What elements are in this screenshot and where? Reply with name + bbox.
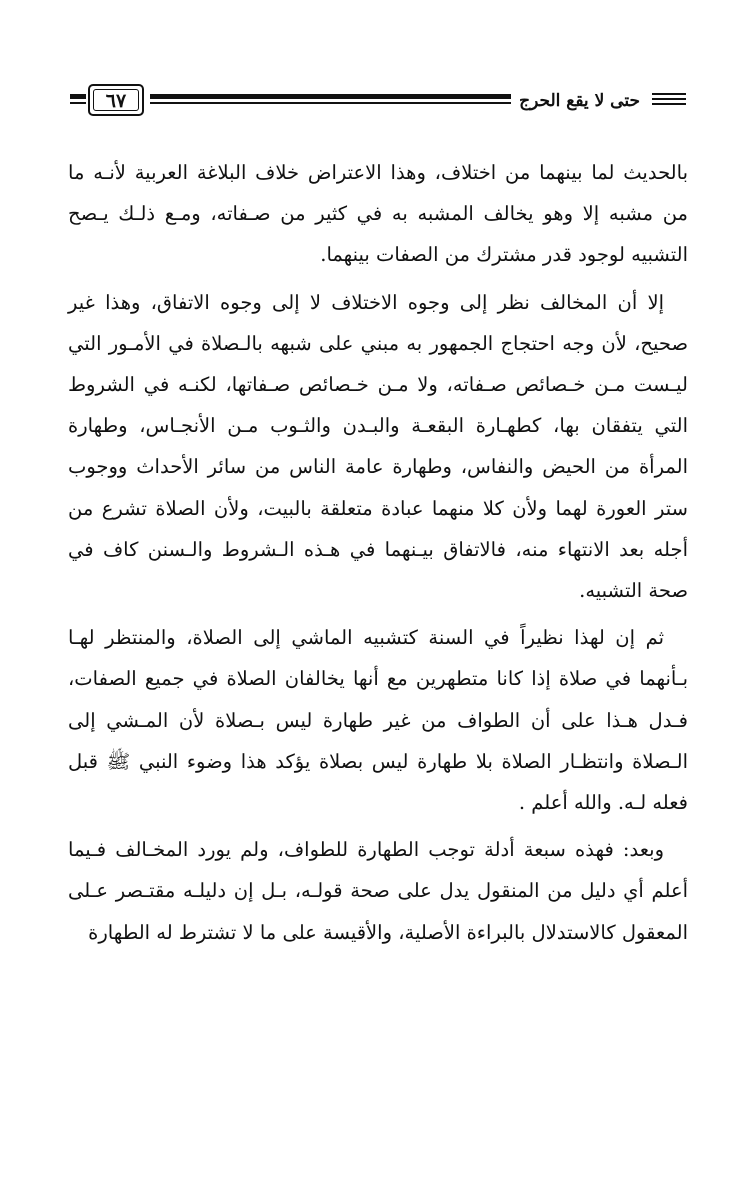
paragraph: إلا أن المخالف نظر إلى وجوه الاختلاف لا إلى وجوه الاتفاق، وهذا غير صحيح، لأن وجه احتجاج الجمهور به مبني على شبهه بالـصلاة في الأمـور التي ليـست مـن خـصائص صـفاته، ولا مـن خـصائص صـفاتها، لكنـه في الشروط التي يتفقان بها، كطهـارة البقعـة والبـدن والثـوب مـن الأنجـاس، وطهارة المرأة من الحيض والنفاس، وطهارة عامة الناس من سائر الأحداث ووجوب ستر العورة لهما ولأن كلا منهما عبادة متعلقة بالبيت، ولأن الصلاة تشرع من أجله بعد الانتهاء منه، فالاتفاق بيـنهما في هـذه الـشروط والـسنن كاف في صحة التشبيه.	[68, 290, 688, 603]
paragraph: وبعد: فهذه سبعة أدلة توجب الطهارة للطواف، ولم يورد المخـالف فـيما أعلم أي دليل من المنقول يدل على صحة قولـه، بـل إن دليلـه مقتـصر عـلى المعقول كالاستدلال بالبراءة الأصلية، والأقيسة على ما لا تشترط له الطهارة	[68, 838, 688, 944]
running-header	[70, 84, 686, 128]
paragraph: ثم إن لهذا نظيراً في السنة كتشبيه الماشي إلى الصلاة، والمنتظر لهـا بـأنهما في صلاة إذا كانا متطهرين مع أنها يخالفان الصلاة في جميع الصفات، فـدل هـذا على أن الطواف من غير طهارة ليس بـصلاة لأن المـشي إلى الـصلاة وانتظـار الصلاة بلا طهارة ليس بصلاة يؤكد هذا وضوء النبي ﷺ قبل فعله لـه. والله أعلم .	[68, 626, 688, 815]
body-text	[68, 152, 688, 959]
paragraph: بالحديث لما بينهما من اختلاف، وهذا الاعتراض خلاف البلاغة العربية لأنـه ما من مشبه إلا وهو يخالف المشبه به في كثير من صـفاته، ومـع ذلـك يـصح التشبيه لوجود قدر مشترك من الصفات بينهما.	[68, 161, 688, 267]
book-title: حتى لا يقع الحرج	[519, 91, 640, 111]
page-number-frame	[88, 84, 144, 116]
page-number: ٦٧	[105, 90, 127, 112]
header-rule	[150, 94, 511, 109]
header-ornament-right	[652, 93, 686, 107]
header-ornament-left	[70, 94, 86, 107]
